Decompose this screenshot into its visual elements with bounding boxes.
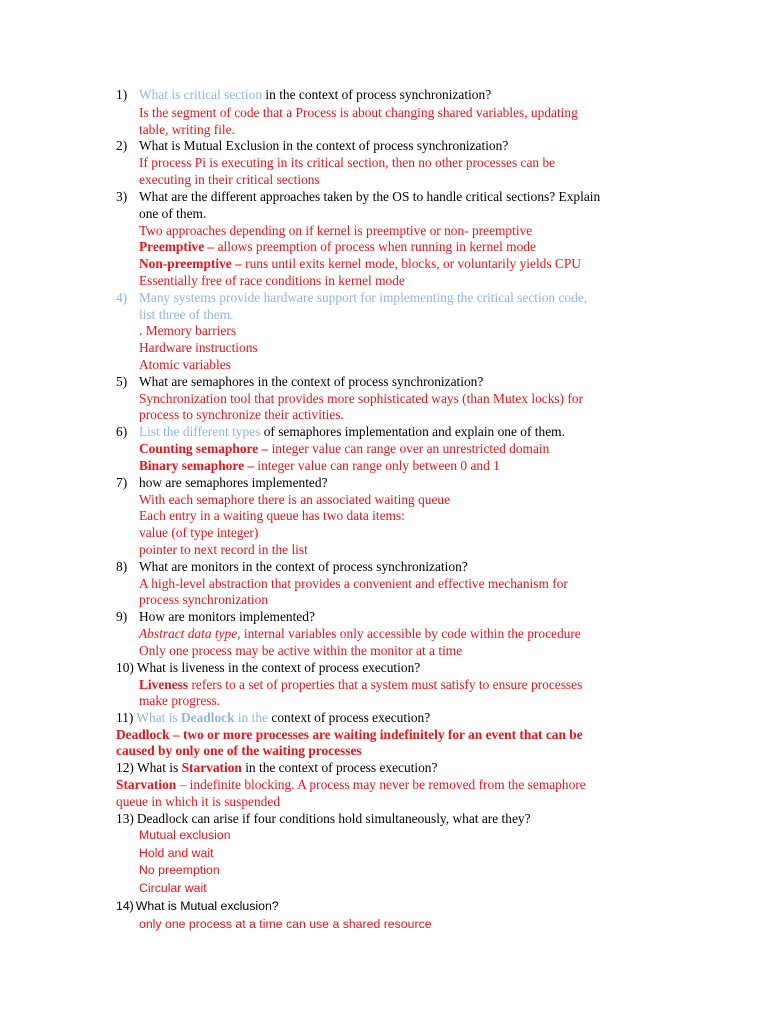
answer-line bbox=[116, 742, 362, 759]
answer-line: Two approaches depending on if kernel is preemptive or non- preemptive bbox=[139, 223, 533, 238]
question-number: 4) bbox=[116, 290, 128, 305]
term-definition: , internal variables only accessible by code within the procedure bbox=[237, 626, 581, 641]
question-number: 10) bbox=[116, 660, 134, 675]
question-rest: Deadlock can arise if four conditions hold simultaneously, what are they? bbox=[136, 811, 531, 826]
question-text: What are the different approaches taken by the OS to handle critical sections? Explain bbox=[139, 189, 601, 204]
highlight-text: List the different types bbox=[139, 424, 261, 439]
question-text bbox=[116, 709, 430, 726]
answer-line bbox=[139, 676, 582, 693]
question-number: 2) bbox=[116, 138, 128, 153]
question-text: list three of them. bbox=[139, 307, 234, 322]
answer-line: Atomic variables bbox=[139, 357, 231, 372]
question-text bbox=[116, 810, 531, 827]
answer-line: A high-level abstraction that provides a convenient and effective mechanism for bbox=[139, 576, 568, 591]
answer-line: executing in their critical sections bbox=[139, 172, 320, 187]
term-definition: allows preemption of process when running in kernel mode bbox=[214, 239, 536, 254]
question-number: 3) bbox=[116, 189, 128, 204]
question-number: 6) bbox=[116, 424, 128, 439]
term-bold: Starvation bbox=[181, 760, 242, 775]
highlight-text: in the bbox=[234, 710, 272, 725]
term-bold: Starvation bbox=[116, 777, 177, 792]
question-number: 14) bbox=[116, 899, 134, 913]
term-definition: runs until exits kernel mode, blocks, or voluntarily yields CPU bbox=[241, 256, 581, 271]
question-rest: 12) What is bbox=[116, 760, 182, 775]
answer-line: Only one process may be active within the monitor at a time bbox=[139, 643, 463, 658]
term-italic: Abstract data type bbox=[139, 626, 238, 641]
answer-line: If process Pi is executing in its critical section, then no other processes can be bbox=[139, 155, 556, 170]
term-definition: integer value can range only between 0 and 1 bbox=[254, 458, 500, 473]
answer-line: Hold and wait bbox=[139, 846, 214, 860]
question-number: 9) bbox=[116, 609, 128, 624]
question-text bbox=[116, 759, 437, 776]
answer-line bbox=[139, 255, 581, 272]
highlight-text: What is critical section bbox=[139, 87, 263, 102]
answer-line: Hardware instructions bbox=[139, 340, 258, 355]
question-text: one of them. bbox=[139, 206, 207, 221]
answer-line: Mutual exclusion bbox=[139, 828, 231, 842]
question-number: 11) bbox=[116, 710, 134, 725]
question-text bbox=[116, 898, 279, 915]
answer-line bbox=[116, 726, 583, 743]
answer-line: With each semaphore there is an associated waiting queue bbox=[139, 492, 451, 507]
term-definition: – indefinite blocking. A process may never be removed from the semaphore bbox=[176, 777, 586, 792]
question-number: 13) bbox=[116, 811, 134, 826]
answer-line: . Memory barriers bbox=[139, 323, 237, 338]
question-rest: of semaphores implementation and explain one of them. bbox=[260, 424, 565, 439]
question-text: What is Mutual Exclusion in the context of process synchronization? bbox=[139, 138, 509, 153]
question-rest: What is Mutual exclusion? bbox=[135, 899, 279, 913]
question-number: 7) bbox=[116, 475, 128, 490]
answer-line bbox=[139, 457, 500, 474]
question-text: how are semaphores implemented? bbox=[139, 475, 328, 490]
question-text: Many systems provide hardware support for implementing the critical section code, bbox=[139, 290, 588, 305]
answer-line: process to synchronize their activities. bbox=[139, 407, 344, 422]
answer-line: table, writing file. bbox=[139, 122, 235, 137]
term-bold: Liveness bbox=[139, 677, 189, 692]
question-number: 1) bbox=[116, 87, 128, 102]
question-number: 8) bbox=[116, 559, 128, 574]
question-rest: in the context of process execution? bbox=[241, 760, 438, 775]
answer-bold: caused by only one of the waiting processes bbox=[116, 743, 362, 758]
term-bold: Preemptive – bbox=[139, 239, 215, 254]
answer-line: Circular wait bbox=[139, 881, 207, 895]
question-text: What are semaphores in the context of process synchronization? bbox=[139, 374, 484, 389]
question-text: What are monitors in the context of process synchronization? bbox=[139, 559, 468, 574]
answer-line: only one process at a time can use a shared resource bbox=[139, 917, 432, 931]
answer-line bbox=[139, 238, 536, 255]
highlight-text: Deadlock bbox=[180, 710, 235, 725]
question-number: 5) bbox=[116, 374, 128, 389]
answer-line: queue in which it is suspended bbox=[116, 794, 281, 809]
question-rest: What is liveness in the context of process execution? bbox=[136, 660, 421, 675]
term-definition: refers to a set of properties that a system must satisfy to ensure processes bbox=[188, 677, 583, 692]
term-bold: Binary semaphore – bbox=[139, 458, 255, 473]
highlight-text: What is bbox=[136, 710, 181, 725]
answer-line bbox=[139, 440, 549, 457]
answer-line bbox=[116, 776, 586, 793]
answer-line: process synchronization bbox=[139, 592, 269, 607]
question-rest: in the context of process synchronization? bbox=[262, 87, 492, 102]
term-bold: Counting semaphore – bbox=[139, 441, 269, 456]
question-text bbox=[116, 659, 420, 676]
term-definition: integer value can range over an unrestricted domain bbox=[268, 441, 550, 456]
answer-line: No preemption bbox=[139, 863, 220, 877]
answer-line: make progress. bbox=[139, 693, 221, 708]
answer-line: Essentially free of race conditions in kernel mode bbox=[139, 273, 405, 288]
question-text bbox=[139, 423, 565, 440]
term-bold: Non-preemptive – bbox=[139, 256, 242, 271]
answer-line: Is the segment of code that a Process is about changing shared variables, updating bbox=[139, 105, 578, 120]
answer-line bbox=[139, 625, 581, 642]
answer-line: Synchronization tool that provides more sophisticated ways (than Mutex locks) for bbox=[139, 391, 584, 406]
question-text bbox=[139, 86, 491, 103]
answer-line: value (of type integer) bbox=[139, 525, 259, 540]
question-rest: context of process execution? bbox=[271, 710, 431, 725]
question-text: How are monitors implemented? bbox=[139, 609, 315, 624]
answer-line: Each entry in a waiting queue has two data items: bbox=[139, 508, 405, 523]
answer-line: pointer to next record in the list bbox=[139, 542, 308, 557]
answer-bold: Deadlock – two or more processes are waiting indefinitely for an event that can be bbox=[116, 727, 583, 742]
